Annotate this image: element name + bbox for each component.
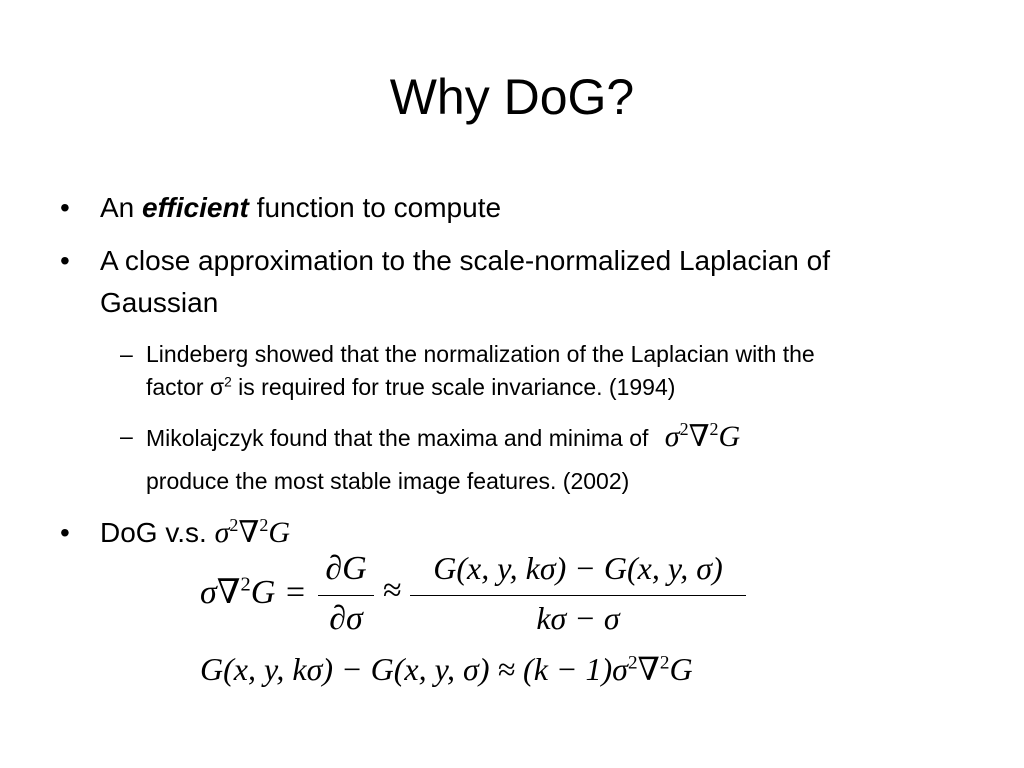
bullet-text: DoG v.s. $\sigma^2\nabla^2G$ — [100, 515, 291, 549]
bullet-marker: • — [60, 192, 70, 223]
fraction-2-bar — [410, 595, 746, 596]
fraction-2-denominator: kσ − σ — [536, 600, 620, 636]
bullet-text-line2: Gaussian — [100, 287, 219, 318]
bullet-marker: • — [60, 517, 70, 548]
subbullet-marker: – — [120, 423, 133, 449]
emphasis-efficient: efficient — [142, 192, 249, 223]
subbullet-text — [146, 420, 996, 498]
approx-symbol: ≈ — [383, 572, 402, 609]
subbullet-text-line1: Lindeberg showed that the normalization of the Laplacian with the — [146, 341, 815, 367]
fraction-1-bar — [318, 595, 374, 596]
fraction-1-denominator: ∂σ — [329, 600, 363, 637]
fraction-2-numerator: G(x, y, kσ) − G(x, y, σ) — [433, 550, 723, 586]
sigma-squared-laplacian-g-inline: $\sigma^2\nabla^2G$ — [664, 419, 741, 453]
subbullet-marker: – — [120, 341, 133, 367]
bullet-marker: • — [60, 245, 70, 276]
slide-title: Why DoG? — [389, 69, 635, 125]
bullet-text — [100, 240, 1000, 324]
subbullet-text-line2: produce the most stable image features. (2002) — [146, 468, 630, 494]
subbullet-text — [146, 338, 996, 404]
bullet-text-line1: A close approximation to the scale-normalized Laplacian of — [100, 245, 830, 276]
subbullet-text-line2: factor $\sigma^2$ is required for true scale invariance. (1994) — [146, 374, 676, 400]
equation-lhs: σ∇$^2$G = — [200, 573, 307, 611]
equation-dog-approximation: G(x, y, kσ) − G(x, y, $\sigma) \approx (k - 1)\sigma^2\nabla^2G$ — [200, 651, 693, 687]
sigma-squared-laplacian-g-bullet: $\sigma^2\nabla^2G$ — [214, 515, 291, 549]
fraction-1-numerator: ∂G — [325, 550, 367, 587]
bullet-text: An efficient function to compute — [100, 192, 502, 223]
subbullet-text-line1: Mikolajczyk found that the maxima and minima of $\sigma^2\nabla^2G$ — [146, 419, 741, 453]
